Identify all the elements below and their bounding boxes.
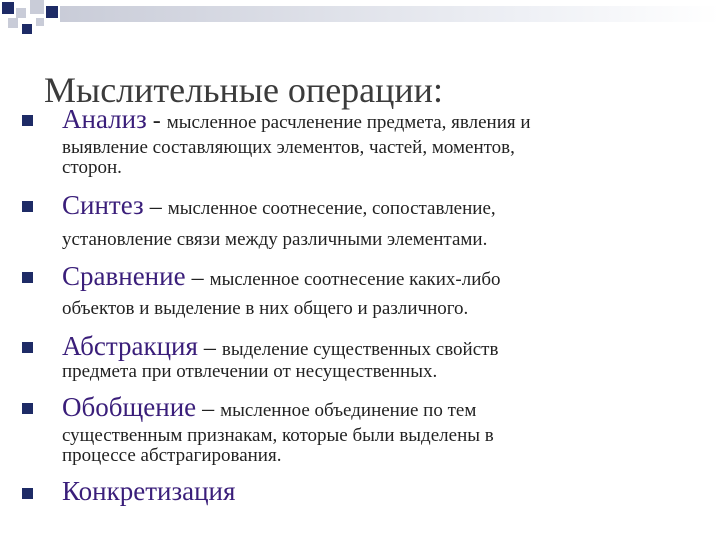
- term-label: Анализ: [62, 104, 147, 134]
- bullet-icon: [22, 342, 33, 353]
- deco-square: [22, 24, 32, 34]
- deco-square: [46, 6, 58, 18]
- definition-line: выявление составляющих элементов, частей, моментов,: [62, 137, 515, 158]
- separator: -: [146, 108, 167, 134]
- deco-square: [16, 8, 26, 18]
- definition-line: установление связи между различными элементами.: [62, 229, 488, 250]
- bullet-icon: [22, 272, 33, 283]
- deco-gradient-bar: [60, 6, 720, 22]
- separator: –: [185, 265, 210, 291]
- bullet-icon: [22, 403, 33, 414]
- definition-line: мысленное соотнесение каких-либо: [209, 269, 501, 290]
- term-label: Синтез: [62, 190, 144, 220]
- term-label: Абстракция: [62, 331, 198, 361]
- separator: –: [143, 194, 168, 220]
- separator: –: [197, 335, 222, 361]
- term-label: Конкретизация: [62, 476, 236, 506]
- item-abstraction-heading: [62, 333, 498, 360]
- definition-line: мысленное расчленение предмета, явления и: [166, 112, 531, 133]
- item-generalization-heading: [62, 394, 476, 421]
- definition-line: мысленное соотнесение, сопоставление,: [167, 198, 496, 219]
- item-concretization-heading: [62, 478, 235, 505]
- bullet-icon: [22, 488, 33, 499]
- term-label: Сравнение: [62, 261, 186, 291]
- deco-square: [2, 2, 14, 14]
- deco-square: [36, 18, 44, 26]
- header-decoration: [0, 0, 720, 48]
- item-comparison-heading: [62, 263, 501, 290]
- bullet-icon: [22, 115, 33, 126]
- definition-line: выделение существенных свойств: [221, 339, 499, 360]
- bullet-icon: [22, 201, 33, 212]
- deco-square: [8, 18, 18, 28]
- item-synthesis-heading: [62, 192, 496, 219]
- definition-line: существенным признакам, которые были выделены в: [62, 425, 494, 446]
- definition-line: предмета при отвлечении от несущественных.: [62, 361, 438, 382]
- definition-line: объектов и выделение в них общего и различного.: [62, 298, 469, 319]
- item-analysis-heading: [62, 106, 531, 133]
- slide-title: Мыслительные операции:: [44, 70, 443, 110]
- separator: –: [196, 396, 221, 422]
- deco-square: [30, 0, 44, 14]
- definition-line: процессе абстрагирования.: [62, 445, 282, 466]
- definition-line: мысленное объединение по тем: [220, 400, 477, 421]
- term-label: Обобщение: [62, 392, 197, 422]
- definition-line: сторон.: [62, 157, 122, 178]
